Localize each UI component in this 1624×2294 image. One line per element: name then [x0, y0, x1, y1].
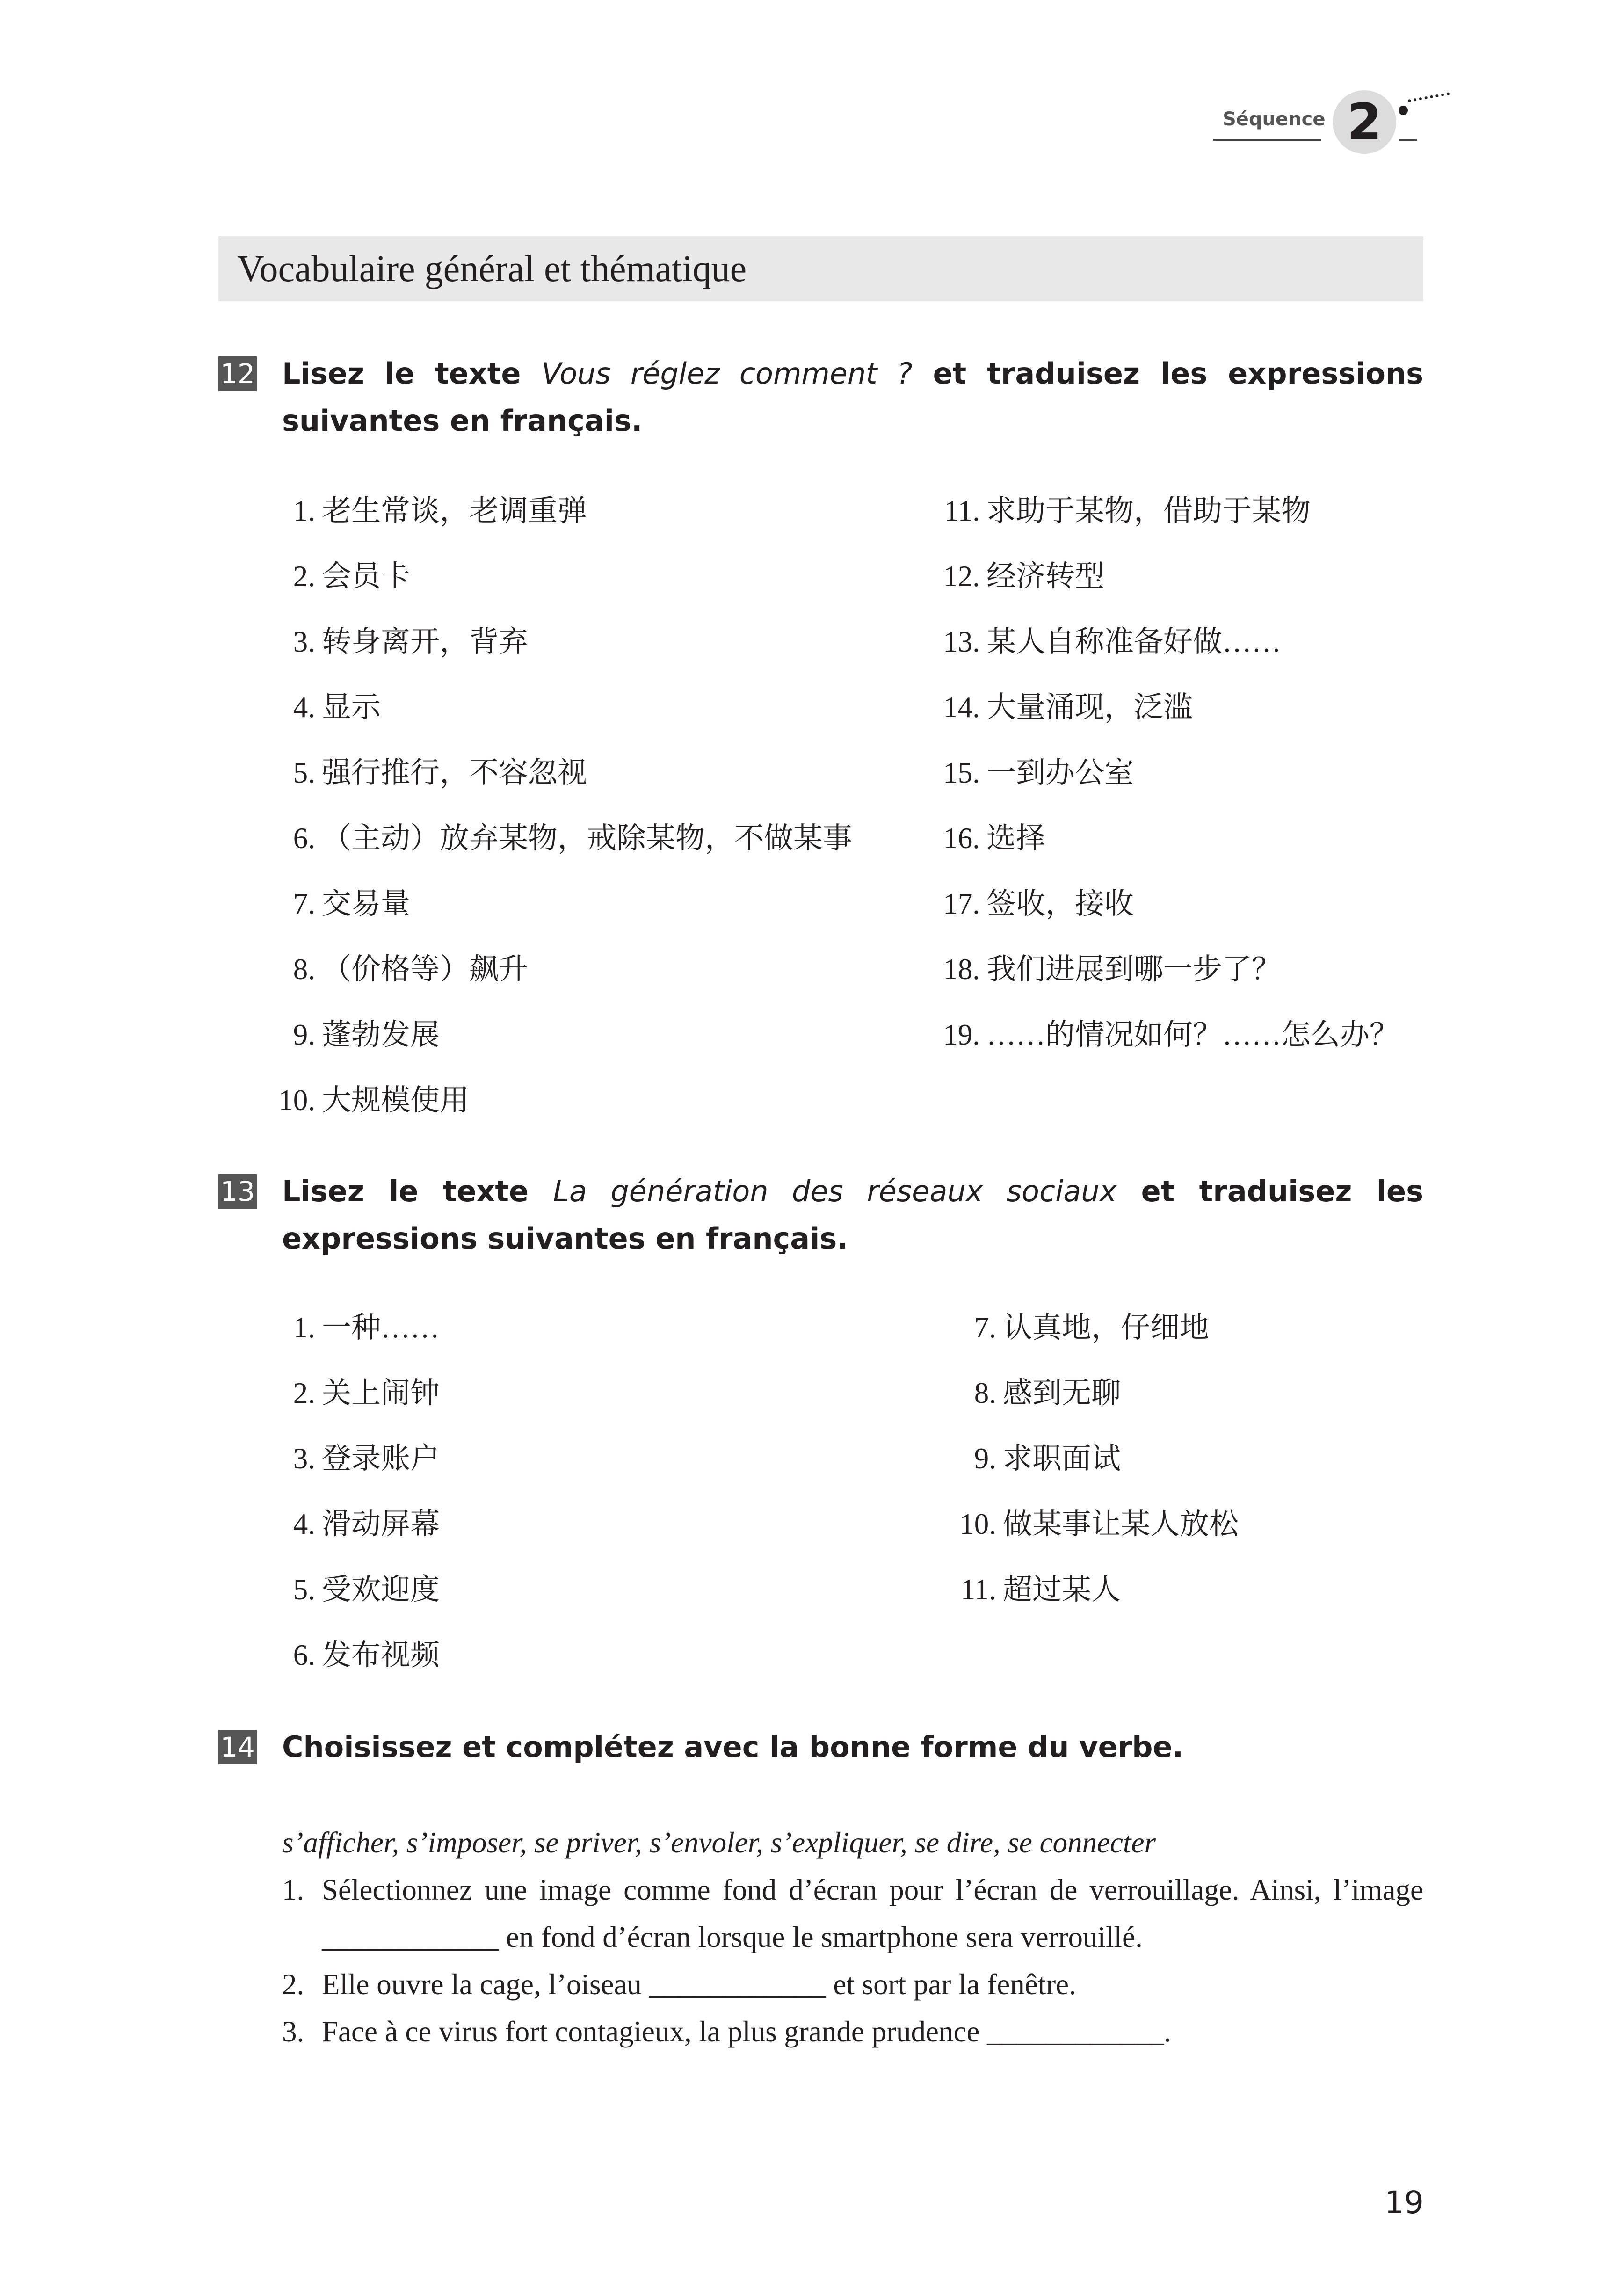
- item-number: 19.: [943, 1018, 980, 1051]
- list-item: [256, 1440, 440, 1477]
- item-number: 9.: [293, 1018, 315, 1051]
- item-text: Face à ce virus fort contagieux, la plus grande prudence ____________.: [322, 2015, 1171, 2048]
- list-item: [921, 951, 1281, 988]
- item-text: Sélectionnez une image comme fond d’écran pour l’écran de verrouillage. Ainsi, l’image ____________ en fond d’écran lorsque le smartphone sera verrouillé.: [322, 1873, 1423, 1953]
- item-number: 4.: [293, 691, 315, 724]
- item-text: 强行推行，不容忽视: [322, 756, 587, 789]
- item-text: ……的情况如何？……怎么办？: [986, 1018, 1399, 1051]
- item-text: 交易量: [322, 887, 410, 920]
- item-text: 一到办公室: [986, 756, 1134, 789]
- list-item: [937, 1309, 1209, 1346]
- item-text: 签收，接收: [986, 887, 1134, 920]
- list-item: [282, 2008, 1423, 2055]
- item-text: 选择: [986, 822, 1045, 855]
- item-text: 关上闹钟: [322, 1377, 440, 1409]
- item-number: 3.: [282, 2015, 304, 2048]
- item-text: （价格等）飙升: [322, 953, 528, 986]
- instruction-text: et traduisez les expressions suivantes en français.: [282, 1174, 1423, 1256]
- page-number: 19: [1385, 2185, 1424, 2221]
- list-item: [921, 492, 1311, 530]
- list-item: [937, 1440, 1121, 1477]
- item-number: 4.: [293, 1508, 315, 1540]
- list-item: [921, 623, 1281, 661]
- item-number: 3.: [293, 625, 315, 658]
- item-number: 6.: [293, 1639, 315, 1671]
- item-number: 15.: [943, 756, 980, 789]
- item-number: 12.: [943, 560, 980, 593]
- list-item: [256, 885, 410, 922]
- item-number: 7.: [293, 887, 315, 920]
- decorative-trail-icon: [1408, 92, 1450, 104]
- exercise-number-badge: 13: [218, 1174, 257, 1209]
- list-item: [256, 754, 587, 791]
- exercise-number-badge: 14: [218, 1730, 257, 1764]
- item-number: 8.: [293, 953, 315, 986]
- item-text: Elle ouvre la cage, l’oiseau ____________ et sort par la fenêtre.: [322, 1968, 1076, 2001]
- item-number: 1.: [282, 1873, 304, 1906]
- section-title: Vocabulaire général et thématique: [237, 248, 747, 290]
- item-number: 10.: [278, 1084, 315, 1117]
- exercise-14-list: [282, 1866, 1423, 2055]
- item-number: 1.: [293, 494, 315, 527]
- item-text: 求助于某物，借助于某物: [986, 494, 1311, 527]
- item-number: 3.: [293, 1442, 315, 1475]
- item-number: 2.: [293, 1377, 315, 1409]
- item-text: 登录账户: [322, 1442, 440, 1475]
- list-item: [256, 1505, 440, 1543]
- list-item: [256, 1374, 440, 1412]
- sequence-number-badge: 2: [1333, 90, 1396, 154]
- list-item: [921, 754, 1134, 791]
- list-item: [921, 1016, 1399, 1053]
- item-number: 18.: [943, 953, 980, 986]
- item-number: 10.: [959, 1508, 996, 1540]
- item-text: 蓬勃发展: [322, 1018, 440, 1051]
- item-text: 一种……: [322, 1311, 440, 1344]
- list-item: [921, 689, 1193, 726]
- item-text: （主动）放弃某物，戒除某物，不做某事: [322, 822, 852, 855]
- header-rule-short: [1399, 139, 1417, 141]
- item-text: 做某事让某人放松: [1003, 1508, 1239, 1540]
- item-number: 11.: [960, 1573, 996, 1606]
- list-item: [921, 558, 1104, 595]
- list-item: [937, 1505, 1239, 1543]
- item-number: 14.: [943, 691, 980, 724]
- item-number: 2.: [293, 560, 315, 593]
- list-item: [256, 1571, 440, 1608]
- instruction-text: Lisez le texte: [282, 356, 542, 391]
- item-number: 9.: [974, 1442, 996, 1475]
- list-item: [256, 492, 587, 530]
- list-item: [282, 1866, 1423, 1961]
- item-number: 8.: [974, 1377, 996, 1409]
- header-rule: [1213, 139, 1321, 141]
- item-number: 5.: [293, 756, 315, 789]
- list-item: [256, 558, 410, 595]
- item-text: 受欢迎度: [322, 1573, 440, 1606]
- list-item: [282, 1961, 1423, 2008]
- item-text: 显示: [322, 691, 381, 724]
- item-number: 2.: [282, 1968, 304, 2001]
- item-number: 17.: [943, 887, 980, 920]
- list-item: [256, 1082, 469, 1119]
- exercise-number-badge: 12: [218, 356, 257, 391]
- item-number: 13.: [943, 625, 980, 658]
- item-text: 老生常谈，老调重弹: [322, 494, 587, 527]
- list-item: [256, 623, 528, 661]
- exercise-instruction: [282, 1168, 1423, 1262]
- item-text: 大规模使用: [322, 1084, 469, 1117]
- item-text: 认真地，仔细地: [1003, 1311, 1209, 1344]
- decorative-dot-icon: [1399, 106, 1408, 115]
- list-item: [937, 1374, 1121, 1412]
- exercise-instruction: [282, 350, 1423, 444]
- list-item: [256, 689, 381, 726]
- list-item: [937, 1571, 1121, 1608]
- item-text: 求职面试: [1003, 1442, 1121, 1475]
- exercise-14-body: [282, 1819, 1423, 2055]
- item-number: 1.: [293, 1311, 315, 1344]
- list-item: [256, 1016, 440, 1053]
- item-number: 6.: [293, 822, 315, 855]
- list-item: [256, 820, 852, 857]
- item-number: 16.: [943, 822, 980, 855]
- item-number: 5.: [293, 1573, 315, 1606]
- item-text: 大量涌现，泛滥: [986, 691, 1193, 724]
- item-text: 我们进展到哪一步了？: [986, 953, 1281, 986]
- list-item: [921, 820, 1045, 857]
- item-text: 转身离开，背弃: [322, 625, 528, 658]
- item-text: 超过某人: [1003, 1573, 1121, 1606]
- list-item: [921, 885, 1134, 922]
- item-text: 滑动屏幕: [322, 1508, 440, 1540]
- item-number: 11.: [944, 494, 980, 527]
- item-text: 发布视频: [322, 1639, 440, 1671]
- item-text: 某人自称准备好做……: [986, 625, 1281, 658]
- list-item: [256, 951, 528, 988]
- instruction-text: Lisez le texte: [282, 1174, 553, 1208]
- list-item: [256, 1636, 440, 1674]
- item-text: 经济转型: [986, 560, 1104, 593]
- text-title: Vous réglez comment ?: [541, 356, 913, 391]
- exercise-instruction: Choisissez et complétez avec la bonne forme du verbe.: [282, 1730, 1184, 1764]
- item-number: 7.: [974, 1311, 996, 1344]
- item-text: 感到无聊: [1003, 1377, 1121, 1409]
- instruction-text: et traduisez les expressions suivantes en français.: [282, 356, 1423, 438]
- word-bank: s’afficher, s’imposer, se priver, s’envoler, s’expliquer, se dire, se connecter: [282, 1826, 1156, 1859]
- text-title: La génération des réseaux sociaux: [553, 1174, 1117, 1208]
- item-text: 会员卡: [322, 560, 410, 593]
- sequence-label: Séquence: [1223, 109, 1326, 130]
- list-item: [256, 1309, 440, 1346]
